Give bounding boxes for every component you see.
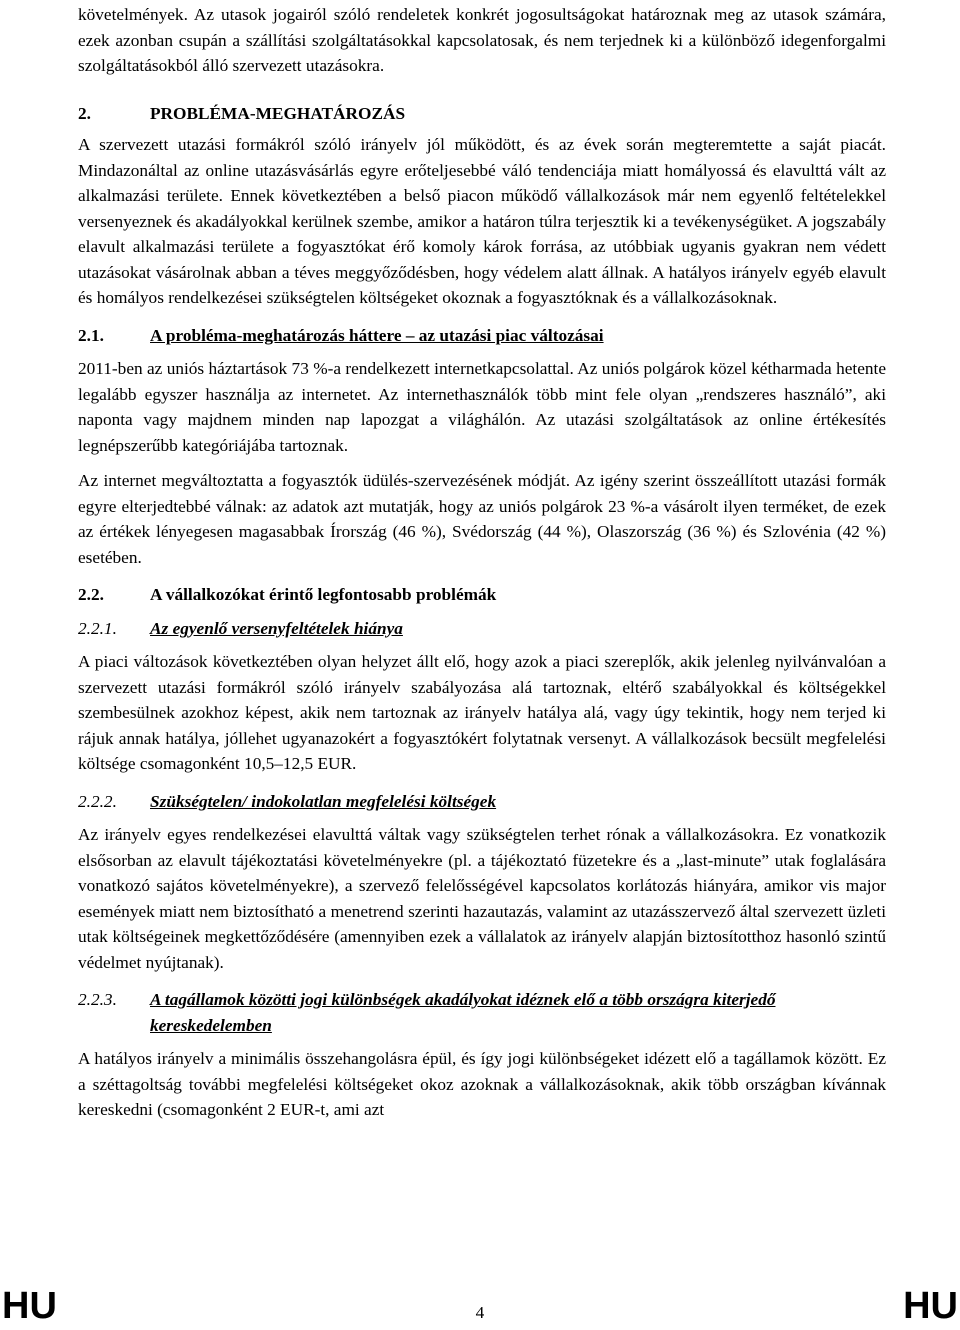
section-2-1-paragraph-1: 2011-ben az uniós háztartások 73 %-a rendelkezett internetkapcsolattal. Az uniós polgárok közel kétharmada hetente legalább egyszer használja az internetet. Az internethasználók több mint fele olyan „rendszeres használó”, aki naponta vagy majdnem minden nap lapozgat a világhálón. Az utazási szolgáltatások az online értékesítés legnépszerűbb kategóriájába tartoznak. bbox=[78, 359, 886, 455]
section-title: Az egyenlő versenyfeltételek hiánya bbox=[150, 618, 403, 638]
section-number: 2.2.2. bbox=[78, 791, 117, 811]
page-number: 4 bbox=[475, 1303, 485, 1322]
section-title: A vállalkozókat érintő legfontosabb problémák bbox=[150, 585, 497, 604]
section-heading-2 bbox=[78, 101, 886, 127]
section-2-2-1-paragraph: A piaci változások következtében olyan helyzet állt elő, hogy azok a piaci szereplők, akik jelenleg nyilvánvalóan a szervezett utazási formákról szóló irányelv szabályozása alá tartoznak, eltérő szabályokkal és költségekkel szembesülnek azokhoz képest, akik nem tartoznak az irányelv hatálya alá, vagy úgy tekintik, hogy nem terjed ki rájuk annak hatálya, jóllehet ugyanazokért a fogyasztókért folytatnak versenyt. A vállalkozások becsült megfelelési költsége csomagonként 10,5–12,5 EUR. bbox=[78, 652, 886, 773]
section-2-2-3-paragraph: A hatályos irányelv a minimális összehangolásra épül, és így jogi különbségeket idézett elő a tagállamok között. Ez a széttagoltság további megfelelési költségeket okoz azoknak a vállalkozásoknak, akik több országban kívánnak kereskedni (csomagonként 2 EUR-t, ami azt bbox=[78, 1049, 886, 1119]
section-heading-2-2 bbox=[78, 582, 886, 608]
document-page bbox=[78, 2, 886, 1123]
section-heading-2-2-2 bbox=[78, 789, 886, 815]
section-title: A probléma-meghatározás háttere – az utazási piac változásai bbox=[150, 325, 604, 345]
footer-language-code-right: HU bbox=[903, 1285, 958, 1327]
section-title: PROBLÉMA-MEGHATÁROZÁS bbox=[150, 103, 406, 123]
section-number: 2.2.1. bbox=[78, 618, 117, 638]
section-title: Szükségtelen/ indokolatlan megfelelési költségek bbox=[150, 791, 497, 811]
section-2-2-2-paragraph: Az irányelv egyes rendelkezései elavulttá váltak vagy szükségtelen terhet rónak a vállalkozásokra. Ez vonatkozik elsősorban az elavult tájékoztatási követelményekre (pl. a tájékoztató füzetekre és a „last-minute” utak foglalására vonatkozó sajátos követelményekre), a szervező felelősségével kapcsolatos korlátozás hiányára, amikor vis major események miatt nem biztosítható a menetrend szerinti hazautazás, valamint az utazásszervező által szervezett üzleti utak költségeinek megkettőződésére (amennyiben ezek a vállalatok az irányelv alapján biztosítotthoz hasonló szintű védelmet nyújtanak). bbox=[78, 825, 886, 972]
intro-paragraph: követelmények. Az utasok jogairól szóló rendeletek konkrét jogosultságokat határoznak meg az utasok számára, ezek azonban csupán a szállítási szolgáltatásokkal kapcsolatosak, és nem terjednek ki a különböző idegenforgalmi szolgáltatásokból álló szervezett utazásokra. bbox=[78, 5, 886, 75]
section-2-paragraph: A szervezett utazási formákról szóló irányelv jól működött, és az évek során megteremtette a saját piacát. Mindazonáltal az online utazásvásárlás egyre erőteljesebbé váló tendenciája miatt homályossá és elavulttá vált az alkalmazási területe. Ennek következtében a belső piacon működő vállalkozások már nem egyenlő feltételekkel versenyeznek és akadályokkal kerülnek szembe, amikor a határon túlra terjesztik ki a tevékenységüket. A jogszabály elavult alkalmazási területe a fogyasztókat érő komoly károk forrása, az utóbbiak ugyanis gyakran nem védett utazásokat vásárolnak abban a téves meggyőződésben, hogy védelem alatt állnak. A hatályos irányelv egyéb elavult és homályos rendelkezései szükségtelen költségeket okoznak a fogyasztóknak és a vállalkozásoknak. bbox=[78, 135, 886, 307]
section-title: A tagállamok közötti jogi különbségek akadályokat idéznek elő a több országra kiterjedő kereskedelemben bbox=[150, 990, 776, 1035]
section-number: 2.2.3. bbox=[78, 990, 117, 1009]
section-number: 2.2. bbox=[78, 585, 104, 604]
section-heading-2-2-1 bbox=[78, 616, 886, 642]
section-2-1-paragraph-2: Az internet megváltoztatta a fogyasztók üdülés-szervezésének módját. Az igény szerint összeállított utazási formák egyre elterjedtebbé válnak: az adatok azt mutatják, hogy az uniós polgárok 23 %-a vásárolt ilyen terméket, de ezek az értékek lényegesen magasabbak Írország (46 %), Svédország (44 %), Olaszország (36 %) és Szlovénia (42 %) esetében. bbox=[78, 471, 886, 567]
section-number: 2.1. bbox=[78, 325, 104, 345]
footer-language-code-left: HU bbox=[2, 1285, 57, 1327]
section-heading-2-2-3 bbox=[78, 987, 886, 1038]
section-heading-2-1 bbox=[78, 323, 886, 349]
section-number: 2. bbox=[78, 103, 91, 123]
